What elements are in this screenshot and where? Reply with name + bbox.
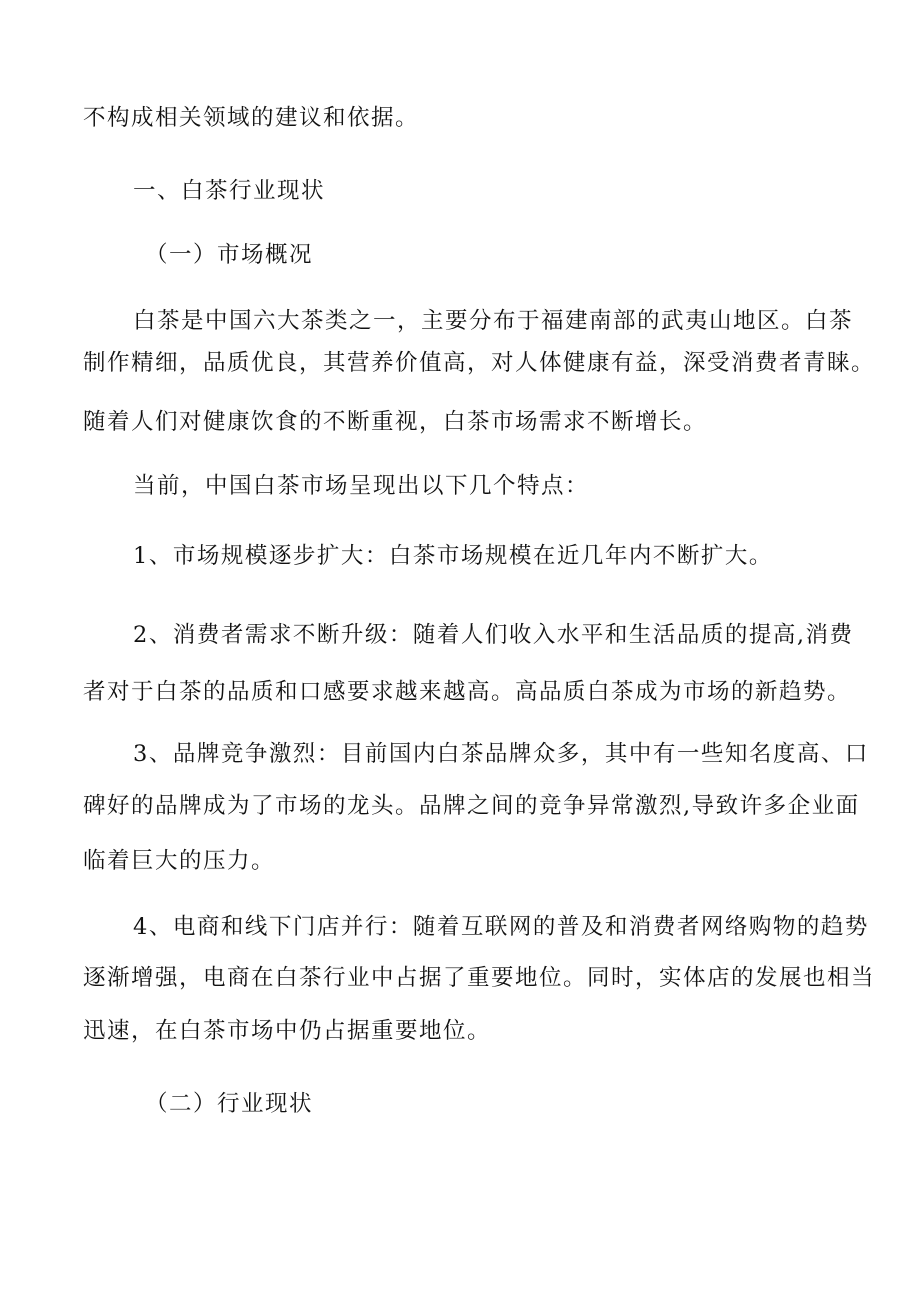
feature-item-3-line-1: 3、品牌竞争激烈：目前国内白茶品牌众多，其中有一些知名度高、口 bbox=[133, 741, 869, 767]
feature-item-2-line-2: 者对于白茶的品质和口感要求越来越高。高品质白茶成为市场的新趋势。 bbox=[83, 679, 852, 705]
feature-item-2-line-1: 2、消费者需求不断升级：随着人们收入水平和生活品质的提高,消费 bbox=[133, 622, 854, 648]
feature-item-4-line-1: 4、电商和线下门店并行：随着互联网的普及和消费者网络购物的趋势 bbox=[133, 914, 869, 940]
feature-item-3-line-3: 临着巨大的压力。 bbox=[83, 848, 276, 874]
intro-paragraph-line-1: 白茶是中国六大茶类之一，主要分布于福建南部的武夷山地区。白茶 bbox=[133, 308, 854, 334]
subsection-heading-industry-status: （二）行业现状 bbox=[145, 1091, 314, 1117]
feature-item-4-line-2: 逐渐增强，电商在白茶行业中占据了重要地位。同时，实体店的发展也相当 bbox=[83, 965, 876, 991]
feature-item-4-line-3: 迅速，在白茶市场中仍占据重要地位。 bbox=[83, 1018, 492, 1044]
feature-item-3-line-2: 碑好的品牌成为了市场的龙头。品牌之间的竞争异常激烈,导致许多企业面 bbox=[83, 793, 860, 819]
subsection-heading-market-overview: （一）市场概况 bbox=[145, 242, 314, 268]
intro-paragraph-line-3: 随着人们对健康饮食的不断重视，白茶市场需求不断增长。 bbox=[83, 409, 708, 435]
carryover-text-line: 不构成相关领域的建议和依据。 bbox=[83, 105, 420, 131]
features-lead-paragraph: 当前，中国白茶市场呈现出以下几个特点： bbox=[133, 473, 590, 499]
section-heading: 一、白茶行业现状 bbox=[133, 178, 326, 204]
intro-paragraph-line-2: 制作精细，品质优良，其营养价值高，对人体健康有益，深受消费者青睐。 bbox=[83, 350, 876, 376]
feature-item-1-line-1: 1、市场规模逐步扩大：白茶市场规模在近几年内不断扩大。 bbox=[133, 543, 773, 569]
